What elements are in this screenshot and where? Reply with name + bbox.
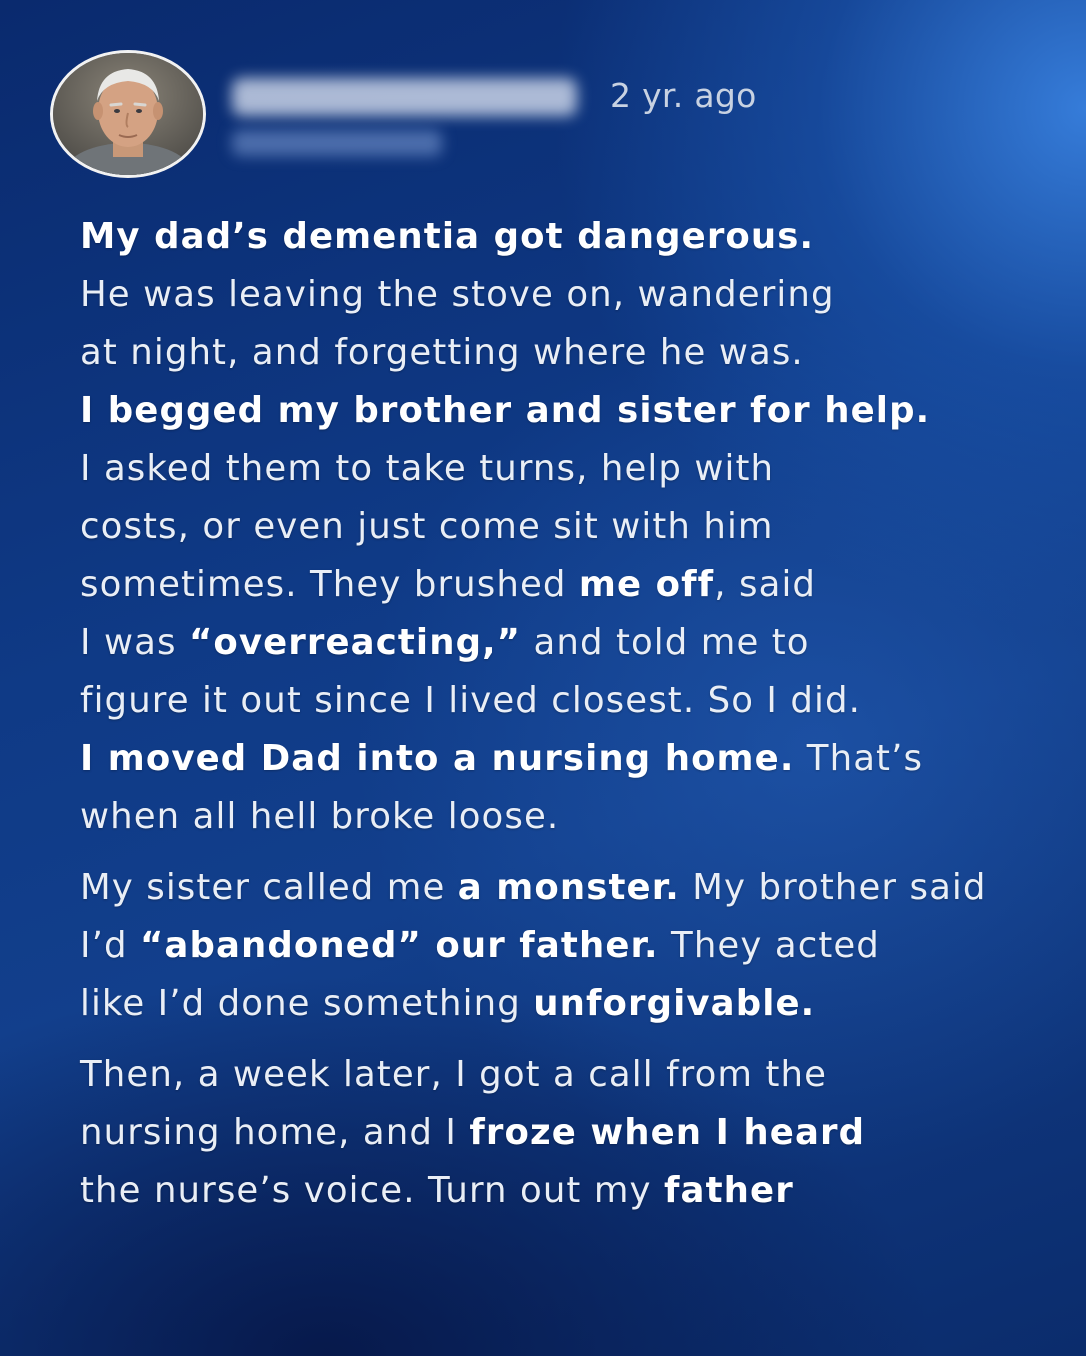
- text-segment: costs, or even just come sit with him: [80, 506, 774, 547]
- story-line: [80, 266, 1040, 324]
- story-line: [80, 556, 1040, 614]
- text-segment: sometimes. They brushed: [80, 564, 579, 605]
- story-line: [80, 614, 1040, 672]
- bold-text: I begged my brother and sister for help.: [80, 390, 931, 431]
- text-segment: My sister called me: [80, 867, 458, 908]
- story-line: [80, 1046, 1040, 1104]
- story-line: [80, 324, 1040, 382]
- bold-text: I moved Dad into a nursing home.: [80, 738, 795, 779]
- text-segment: My brother said: [679, 867, 987, 908]
- text-segment: when all hell broke loose.: [80, 796, 560, 837]
- text-segment: the nurse’s voice. Turn out my: [80, 1170, 665, 1211]
- story-line: [80, 440, 1040, 498]
- story-line: [80, 917, 1040, 975]
- text-segment: They acted: [658, 925, 880, 966]
- paragraph-gap: [80, 846, 1040, 859]
- text-segment: figure it out since I lived closest. So I did.: [80, 680, 862, 721]
- text-segment: like I’d done something: [80, 983, 534, 1024]
- post-header: [50, 50, 1050, 182]
- story-line: [80, 1104, 1040, 1162]
- story-line: [80, 208, 1040, 266]
- story-line: [80, 498, 1040, 556]
- text-segment: Then, a week later, I got a call from the: [80, 1054, 828, 1095]
- story-line: [80, 859, 1040, 917]
- text-segment: at night, and forgetting where he was.: [80, 332, 804, 373]
- bold-text: father: [664, 1170, 794, 1211]
- bold-text: froze when I heard: [469, 1112, 866, 1153]
- text-segment: I was: [80, 622, 189, 663]
- story-line: [80, 1162, 1040, 1220]
- story-line: [80, 975, 1040, 1033]
- story-line: [80, 382, 1040, 440]
- post-timestamp: 2 yr. ago: [610, 76, 757, 115]
- text-segment: nursing home, and I: [80, 1112, 470, 1153]
- text-segment: and told me to: [521, 622, 810, 663]
- text-segment: , said: [714, 564, 817, 605]
- text-segment: He was leaving the stove on, wandering: [80, 274, 835, 315]
- post-body: [80, 208, 1040, 1220]
- story-line: [80, 788, 1040, 846]
- subline-blurred: [232, 130, 442, 156]
- text-segment: I’d: [80, 925, 140, 966]
- story-line: [80, 672, 1040, 730]
- story-line: [80, 730, 1040, 788]
- elderly-man-photo: [53, 53, 203, 175]
- bold-text: unforgivable.: [533, 983, 816, 1024]
- bold-text: “overreacting,”: [188, 622, 522, 663]
- text-segment: I asked them to take turns, help with: [80, 448, 775, 489]
- bold-text: My dad’s dementia got dangerous.: [80, 216, 815, 257]
- bold-text: me off: [578, 564, 715, 605]
- username-blurred[interactable]: [232, 78, 577, 116]
- user-avatar[interactable]: [50, 50, 206, 178]
- bold-text: “abandoned” our father.: [139, 925, 659, 966]
- bold-text: a monster.: [457, 867, 680, 908]
- paragraph-gap: [80, 1033, 1040, 1046]
- text-segment: That’s: [794, 738, 924, 779]
